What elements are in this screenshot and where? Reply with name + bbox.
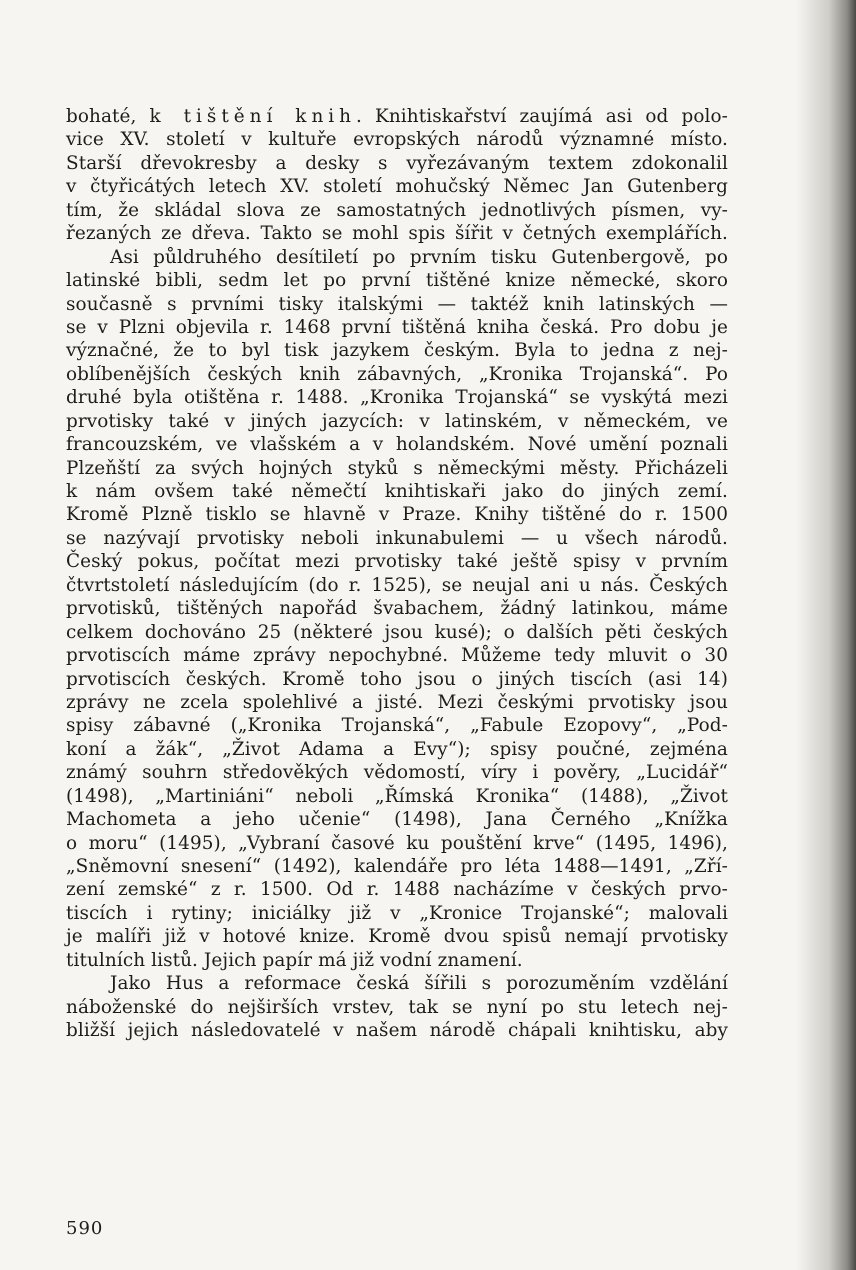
text-line: čtvrtstoletí následujícím (do r. 1525), se neujal ani u nás. Českých [66, 574, 728, 596]
text-line: Jako Hus a reformace česká šířili s porozuměním vzdělání [110, 973, 728, 995]
text-line: současně s prvními tisky italskými — taktéž knih latinských — [66, 293, 728, 315]
text-line: tím, že skládal slova ze samostatných jednotlivých písmen, vy- [66, 199, 728, 221]
text-line: Plzeňští za svých hojných styků s německými městy. Přicházeli [66, 457, 728, 479]
text-run: . Knihtiskařství zaujímá asi od polo- [356, 106, 728, 127]
text-line: náboženské do nejširších vrstev, tak se nyní po stu letech nej- [66, 996, 728, 1018]
text-line: prvotisků, tištěných napořád švabachem, žádný latinkou, máme [66, 598, 728, 620]
text-line: Český pokus, počítat mezi prvotisky také ještě spisy v prvním [66, 551, 728, 573]
text-line: celkem dochováno 25 (některé jsou kusé); o dalších pěti českých [66, 621, 728, 643]
text-line: o moru“ (1495), „Vybraní časové ku pouštění krve“ (1495, 1496), [66, 832, 728, 854]
text-line: vice XV. století v kultuře evropských národů významné místo. [66, 129, 728, 151]
text-line: druhé byla otištěna r. 1488. „Kronika Trojanská“ se vyskýtá mezi [66, 387, 728, 409]
text-line: je malíři již v hotové knize. Kromě dvou spisů nemají prvotisky [66, 926, 728, 948]
text-line: koní a žák“, „Život Adama a Evy“); spisy poučné, zejména [66, 738, 728, 760]
text-line: latinské bibli, sedm let po první tištěné knize německé, skoro [66, 270, 728, 292]
text-line: k nám ovšem také němečtí knihtiskaři jako do jiných zemí. [66, 481, 728, 502]
text-line: se v Plzni objevila r. 1468 první tištěná kniha česká. Pro dobu je [66, 316, 728, 338]
text-line: „Sněmovní snesení“ (1492), kalendáře pro léta 1488—1491, „Zří- [66, 856, 728, 877]
text-line: spisy zábavné („Kronika Trojanská“, „Fabule Ezopovy“, „Pod- [66, 715, 728, 737]
text-line: řezaných ze dřeva. Takto se mohl spis šířit v četných exemplářích. [66, 223, 728, 245]
text-line [66, 105, 728, 128]
text-line: se nazývají prvotisky neboli inkunabulemi — u všech národů. [66, 527, 728, 549]
text-line: zení zemské“ z r. 1500. Od r. 1488 nacházíme v českých prvo- [66, 879, 728, 901]
text-line: Kromě Plzně tisklo se hlavně v Praze. Knihy tištěné do r. 1500 [66, 504, 728, 526]
text-line: prvotisky také v jiných jazycích: v latinském, v německém, ve [66, 410, 728, 432]
spaced-emphasis: k tištění knih [149, 106, 357, 127]
text-line: význačné, že to byl tisk jazykem českým. Byla to jedna z nej- [66, 340, 728, 362]
text-line: tiscích i rytiny; iniciálky již v „Kronice Trojanské“; malovali [66, 902, 728, 924]
text-line: zprávy ne zcela spolehlivé a jisté. Mezi českými prvotisky jsou [66, 691, 728, 713]
text-line: oblíbenějších českých knih zábavných, „Kronika Trojanská“. Po [66, 363, 728, 385]
text-run: bohaté, [66, 106, 150, 127]
page-number: 590 [66, 1218, 104, 1239]
text-line: Machometa a jeho učenie“ (1498), Jana Černého „Knížka [66, 809, 728, 831]
text-line: Starší dřevokresby a desky s vyřezávaným textem zdokonalil [66, 152, 728, 174]
text-line: prvotiscích českých. Kromě toho jsou o jiných tiscích (asi 14) [66, 668, 728, 690]
text-line: Asi půldruhého desítiletí po prvním tisku Gutenbergově, po [110, 246, 728, 268]
text-line: prvotiscích máme zprávy nepochybné. Můžeme tedy mluvit o 30 [66, 645, 728, 667]
page-edge-shadow [796, 0, 856, 1270]
text-line: známý souhrn středověkých vědomostí, víry i pověry, „Lucidář“ [66, 762, 728, 784]
text-line: (1498), „Martiniáni“ neboli „Římská Kronika“ (1488), „Život [66, 785, 728, 807]
page-text [66, 105, 728, 1043]
text-line: v čtyřicátých letech XV. století mohučský Němec Jan Gutenberg [66, 176, 728, 198]
text-line: titulních listů. Jejich papír má již vodní znamení. [66, 949, 523, 971]
text-line: bližší jejich následovatelé v našem národě chápali knihtisku, aby [66, 1020, 728, 1042]
text-line: francouzském, ve vlašském a v holandském. Nové umění poznali [66, 434, 728, 456]
